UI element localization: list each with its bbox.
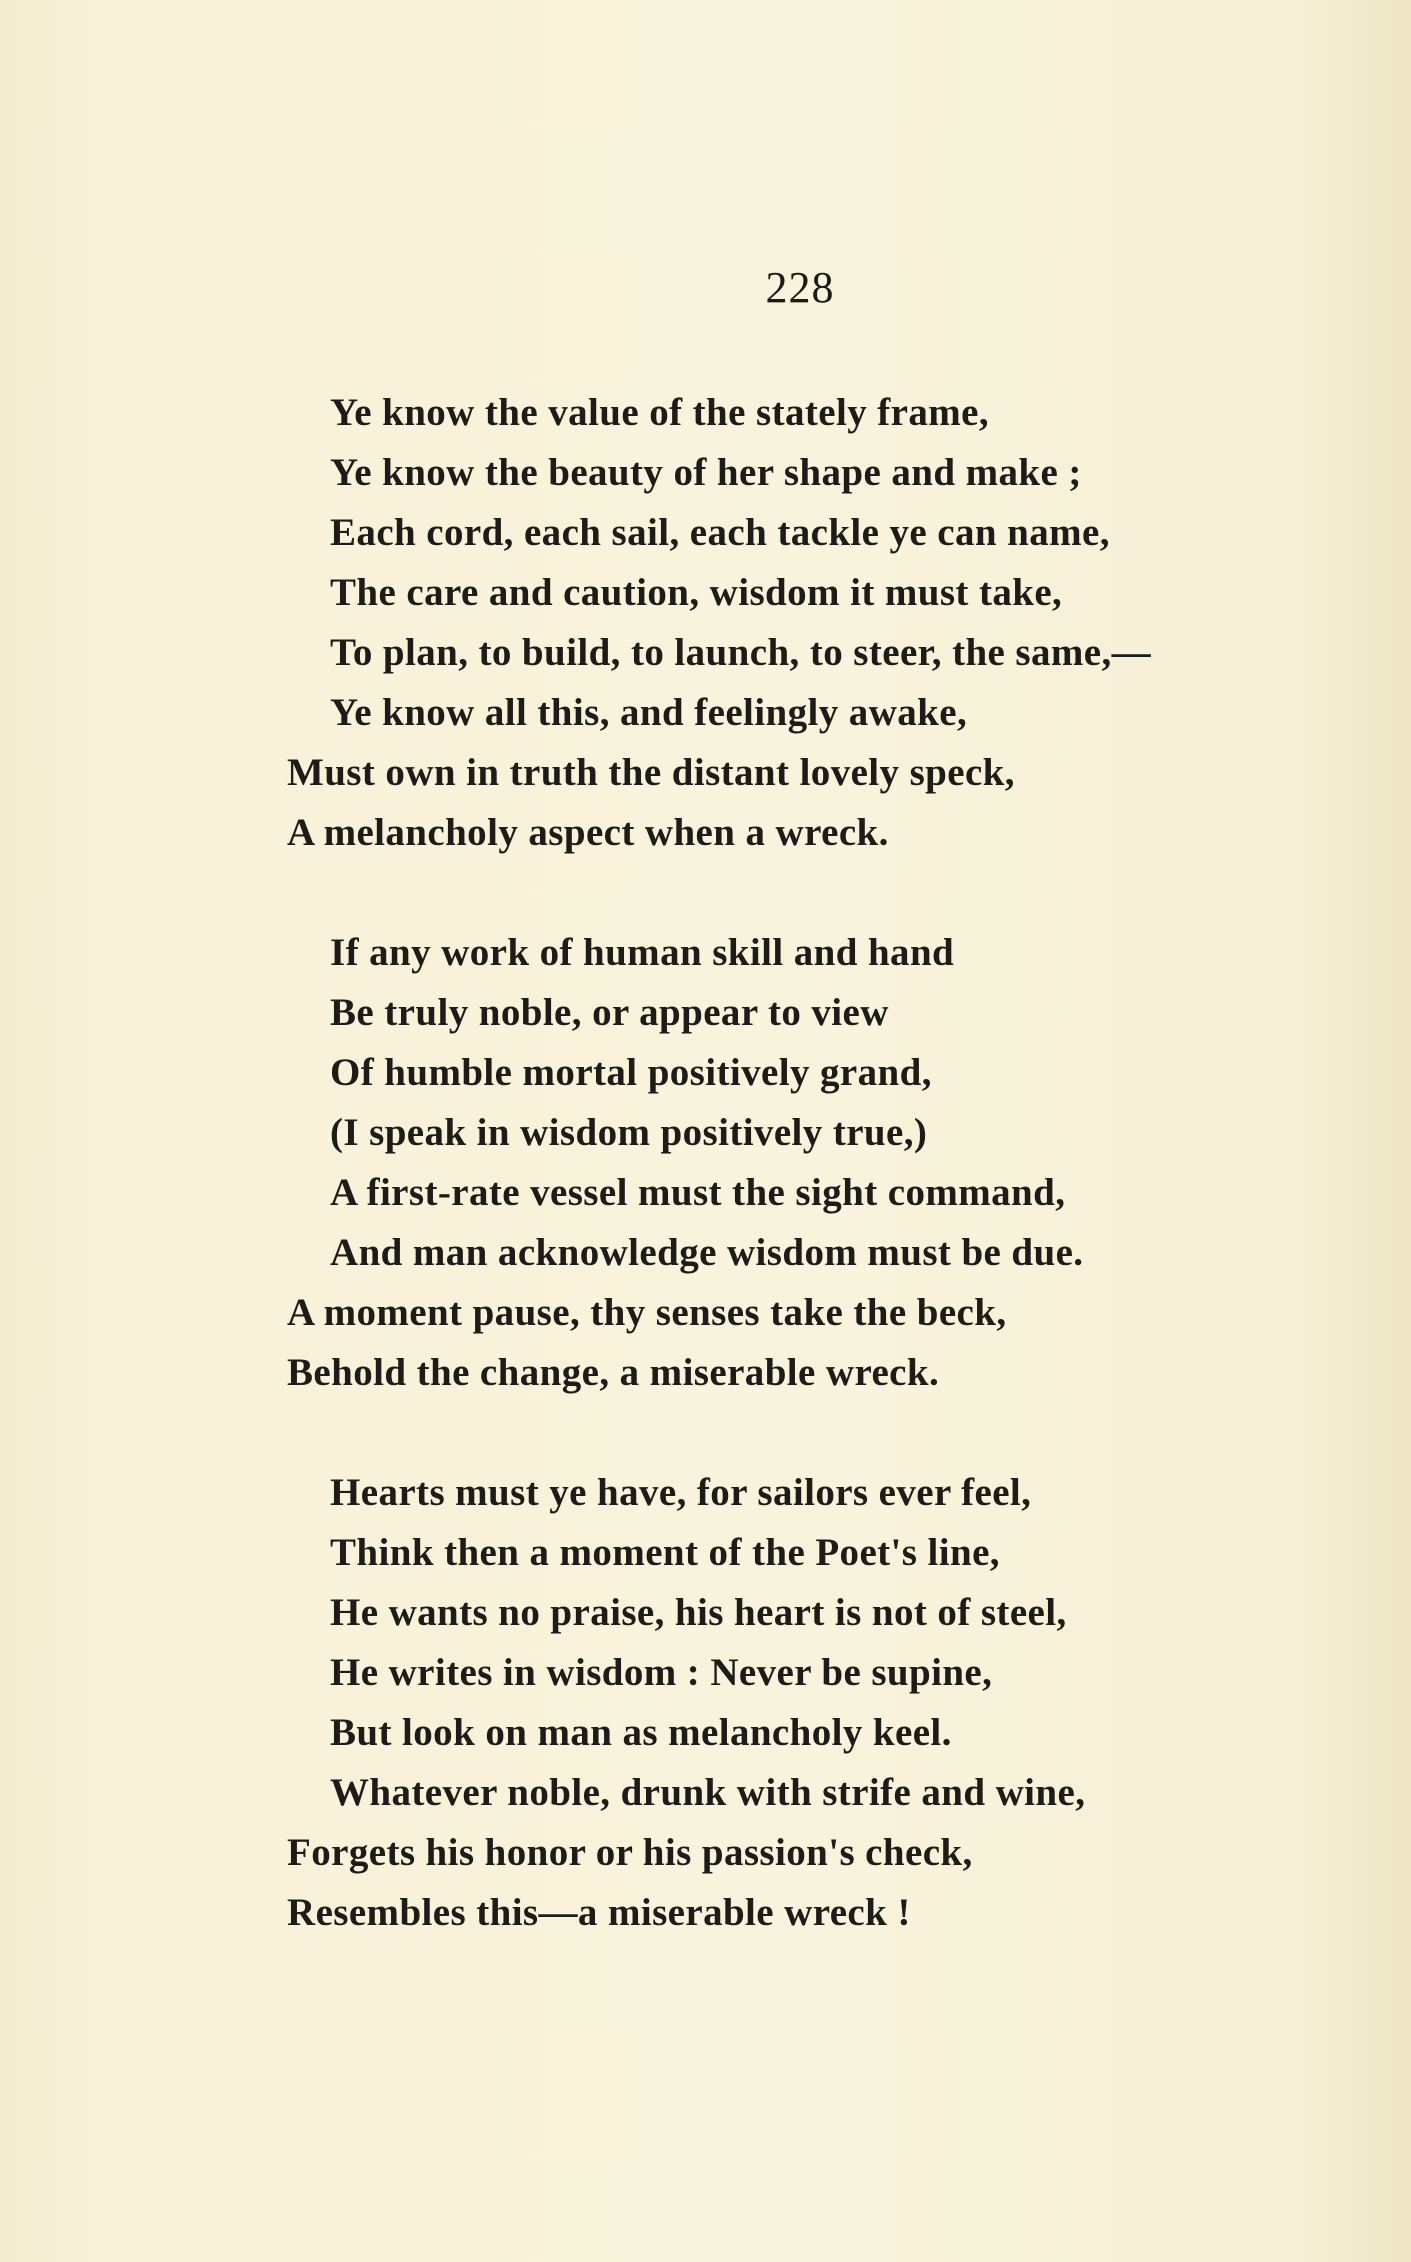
poem-line: Whatever noble, drunk with strife and wine, [330,1771,1086,1814]
poem-line: But look on man as melancholy keel. [330,1711,952,1754]
poem-line: Each cord, each sail, each tackle ye can name, [330,511,1110,554]
poem-line: Hearts must ye have, for sailors ever feel, [330,1471,1032,1514]
poem-line: A moment pause, thy senses take the beck, [287,1291,1007,1334]
poem-line: He wants no praise, his heart is not of steel, [330,1591,1067,1634]
poem-line: Forgets his honor or his passion's check, [287,1831,973,1874]
poem-line: Resembles this—a miserable wreck ! [287,1891,911,1934]
poem-line: Ye know all this, and feelingly awake, [330,691,968,734]
poem-line: If any work of human skill and hand [330,931,955,974]
poem-line: Be truly noble, or appear to view [330,991,889,1034]
poem-line: He writes in wisdom : Never be supine, [330,1651,993,1694]
poem-line: A first-rate vessel must the sight command, [330,1171,1066,1214]
poem-line: Ye know the value of the stately frame, [330,391,989,434]
page-number: 228 [765,263,835,312]
poem-line: Of humble mortal positively grand, [330,1051,932,1094]
poem-line: Behold the change, a miserable wreck. [287,1351,940,1394]
poem-line: Must own in truth the distant lovely speck, [287,751,1015,794]
poem-line: The care and caution, wisdom it must take, [330,571,1063,614]
poem-line: And man acknowledge wisdom must be due. [330,1231,1084,1274]
poem-line: Think then a moment of the Poet's line, [330,1531,1000,1574]
poem-line: Ye know the beauty of her shape and make ; [330,451,1082,494]
poem-line: (I speak in wisdom positively true,) [330,1111,928,1154]
poem-line: A melancholy aspect when a wreck. [287,811,889,854]
poem-line: To plan, to build, to launch, to steer, the same,— [330,631,1152,674]
